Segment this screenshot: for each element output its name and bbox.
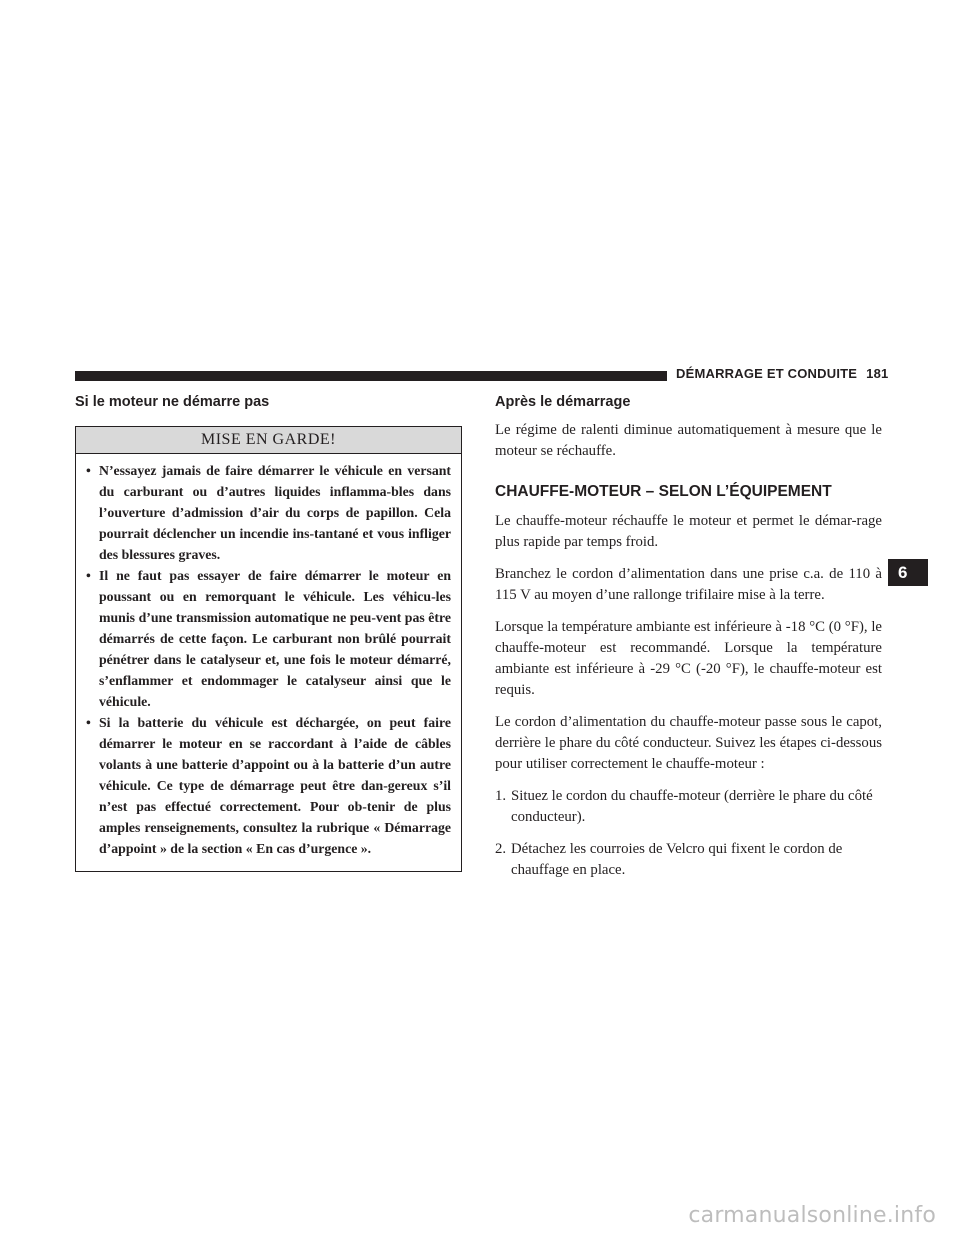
paragraph-temperature: Lorsque la température ambiante est inférieure à -18 °C (0 °F), le chauffe-moteur est recommandé. Lorsque la température ambiante est inférieure à -29 °C (-20 °F), le chauffe-moteur est requis.	[495, 619, 882, 698]
chapter-tab: 6	[888, 559, 928, 586]
warning-item	[86, 712, 451, 859]
paragraph-heater-intro: Le chauffe-moteur réchauffe le moteur et permet le démar-rage plus rapide par temps froid.	[495, 513, 882, 550]
bullet-icon: •	[86, 568, 91, 583]
steps-list	[495, 786, 882, 881]
warning-list	[76, 454, 461, 871]
warning-item-text: Si la batterie du véhicule est déchargée, on peut faire démarrer le moteur en se raccordant à l’aide de câbles volants à une batterie d’appoint ou à la batterie d’un autre véhicule. Ce type de démarrage peut être dan-gereux s’il n’est pas effectué correctement. Pour ob-tenir de plus amples renseignements, consultez la rubrique « Démarrage d’appoint » de la section « En cas d’urgence ».	[99, 715, 451, 856]
header-rule	[75, 371, 667, 381]
running-header	[676, 366, 896, 381]
warning-item	[86, 460, 451, 565]
step-text: Détachez les courroies de Velcro qui fixent le cordon de chauffage en place.	[511, 841, 843, 878]
warning-item	[86, 565, 451, 712]
page-number: 181	[866, 366, 889, 381]
step-number: 1.	[495, 788, 507, 804]
watermark: carmanualsonline.info	[688, 1203, 936, 1228]
step-number: 2.	[495, 841, 507, 857]
paragraph-idle: Le régime de ralenti diminue automatiquement à mesure que le moteur se réchauffe.	[495, 422, 882, 459]
bullet-icon: •	[86, 715, 91, 730]
bullet-icon: •	[86, 463, 91, 478]
warning-box	[75, 426, 462, 872]
warning-title: MISE EN GARDE!	[76, 427, 461, 454]
warning-item-text: Il ne faut pas essayer de faire démarrer le moteur en poussant ou en remorquant le véhicule. Les véhicu-les munis d’une transmission automatique ne peu-vent pas être démarrés de cette façon. Le carburant non brûlé pourrait pénétrer dans le catalyseur et, une fois le moteur démarré, s’enflammer et endommager le catalyseur ainsi que le véhicule.	[99, 568, 451, 709]
left-column	[75, 392, 462, 872]
warning-item-text: N’essayez jamais de faire démarrer le véhicule en versant du carburant ou d’autres liquides inflamma-bles dans l’ouverture d’admission d’air du corps de papillon. Cela pourrait déclencher un incendie ins-tantané et vous infliger des blessures graves.	[99, 463, 451, 562]
section-heading-engine-heater: CHAUFFE-MOTEUR – SELON L’ÉQUIPEMENT	[495, 483, 832, 500]
step-item	[495, 786, 882, 828]
paragraph-power-cord: Branchez le cordon d’alimentation dans une prise c.a. de 110 à 115 V au moyen d’une rallonge trifilaire mise à la terre.	[495, 566, 882, 603]
right-column	[495, 392, 882, 881]
step-text: Situez le cordon du chauffe-moteur (derrière le phare du côté conducteur).	[511, 788, 873, 825]
step-item	[495, 839, 882, 881]
section-heading-after-start: Après le démarrage	[495, 394, 631, 410]
section-title: DÉMARRAGE ET CONDUITE	[676, 366, 858, 381]
paragraph-cord-routing: Le cordon d’alimentation du chauffe-moteur passe sous le capot, derrière le phare du côté conducteur. Suivez les étapes ci-dessous pour utiliser correctement le chauffe-moteur :	[495, 714, 882, 772]
section-heading-engine-fails: Si le moteur ne démarre pas	[75, 394, 270, 410]
